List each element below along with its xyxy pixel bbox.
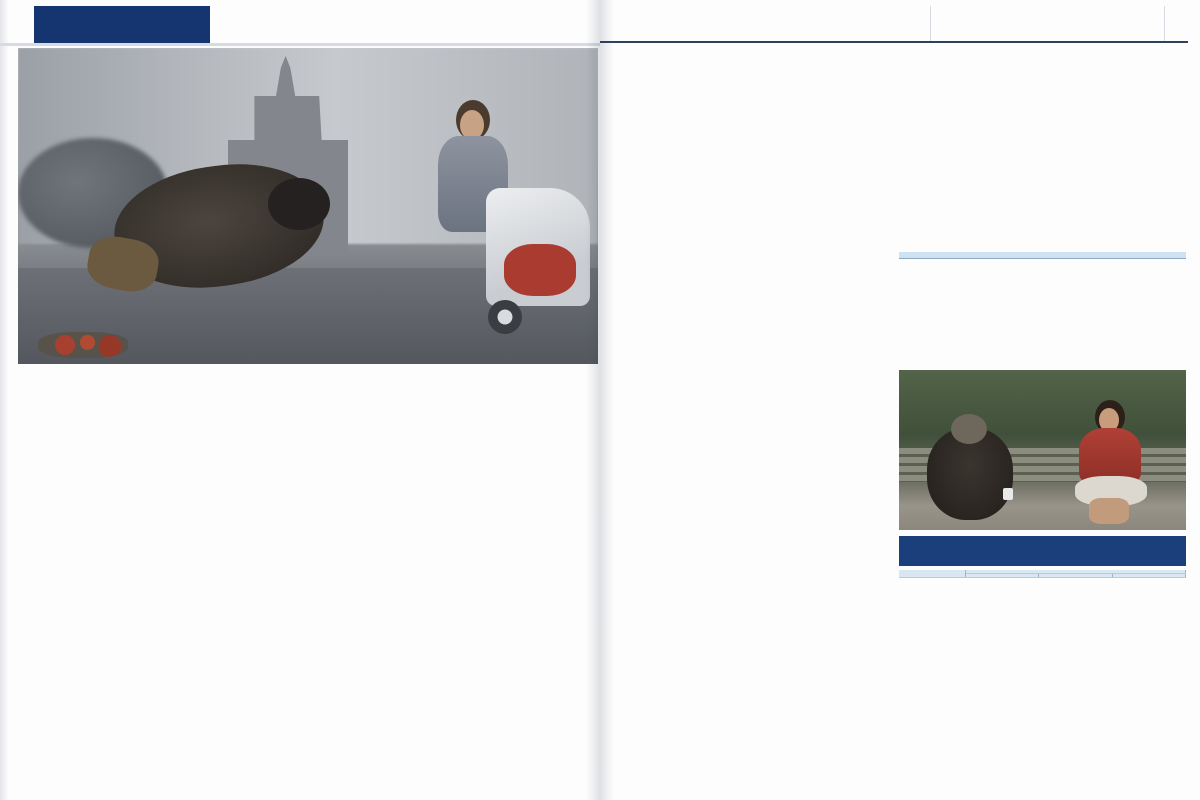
gap-subheader-poor [966,574,1039,578]
salary-pension-chart [899,72,1167,232]
column-2 [215,477,401,769]
column-1 [18,477,204,769]
woman-legs [1089,498,1129,524]
header-divider [1164,6,1165,42]
header-divider [930,6,931,42]
page-edge [0,0,9,800]
flower-bed [38,332,128,358]
rich-poor-gap-table [899,570,1186,578]
table-header-row [899,252,1186,259]
gini-table [899,250,1186,261]
gap-subheader-rich [1039,574,1112,578]
street-photo [18,48,598,364]
gini-header-countries [975,252,1186,259]
gap-subheader-diff [1112,574,1185,578]
beggar-headscarf [268,178,330,230]
page-gutter [586,0,614,800]
stroller-wheel [488,300,522,334]
column-3 [412,477,598,769]
gini-header-range [899,252,975,259]
gap-table-banner [899,536,1186,566]
article-body-columns [18,477,598,769]
chart-plot-area [913,78,1165,202]
begging-cup [1003,488,1013,500]
beggar-headscarf [951,414,987,444]
article-continuation [612,57,894,783]
stroller-blanket [504,244,576,296]
section-label-right [940,12,1160,40]
bench-photo [899,370,1186,530]
header-rule-right [600,41,1188,43]
section-label-left [34,6,210,43]
gap-header-country [899,570,966,578]
chart-source [1168,72,1180,222]
header-rule-left [0,43,600,46]
